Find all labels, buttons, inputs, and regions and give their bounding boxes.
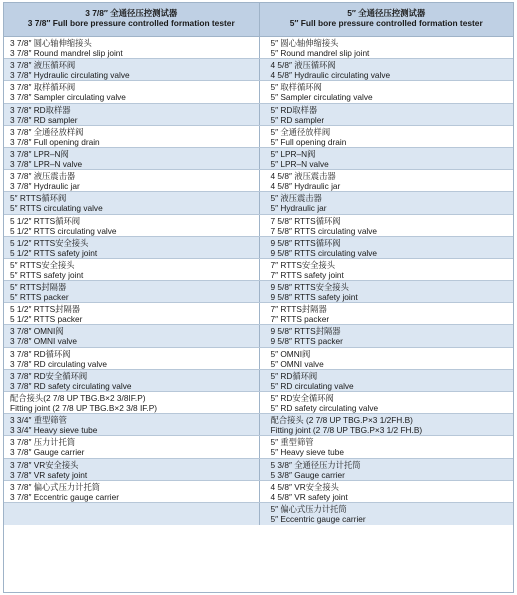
table-cell-left — [4, 392, 259, 413]
cell-en-text: 4 5/8″ Hydraulic jar — [270, 181, 341, 192]
header-left — [4, 3, 259, 36]
cell-cn-text — [10, 504, 259, 514]
table-cell-left — [4, 37, 259, 58]
cell-cn-text: 5″ LPR–N阀 — [270, 148, 316, 159]
table-row — [4, 370, 513, 392]
cell-cn-text: 3 7/8″ 圆心轴伸缩接头 — [10, 38, 92, 48]
cell-en-text: 5″ RTTS circulating valve — [10, 203, 103, 214]
table-cell-left — [4, 126, 259, 147]
table-cell-right — [259, 325, 514, 346]
cell-en-text: 4 5/8″ VR safety joint — [270, 491, 348, 502]
cell-en-text: 9 5/8″ RTTS packer — [270, 336, 343, 347]
table-row — [4, 303, 513, 325]
table-cell-left — [4, 192, 259, 213]
cell-cn-text: 4 5/8″ 液压震击器 — [270, 171, 336, 182]
cell-cn-text: 3 3/4″ 重型筛管 — [10, 415, 67, 426]
table-row — [4, 215, 513, 237]
cell-cn-text: 9 5/8″ RTTS封隔器 — [270, 326, 341, 337]
table-row — [4, 436, 513, 458]
cell-cn-text: 5″ 全通径放样阀 — [270, 126, 331, 137]
cell-en-text: 3 7/8″ Eccentric gauge carrier — [10, 491, 120, 502]
table-cell-left — [4, 459, 259, 480]
table-row — [4, 481, 513, 503]
cell-cn-text: 5″ 圆心轴伸缩接头 — [270, 38, 339, 48]
table-cell-left — [4, 303, 259, 324]
table-cell-left — [4, 59, 259, 80]
cell-en-text: Fitting joint (2 7/8 UP TBG.B×2 3/8 IF.P) — [10, 403, 158, 413]
table-cell-left — [4, 148, 259, 169]
cell-en-text: 5″ Heavy sieve tube — [270, 447, 345, 458]
cell-cn-text: 3 7/8″ 液压循环阀 — [10, 60, 76, 71]
cell-en-text: 3 7/8″ Hydraulic jar — [10, 181, 80, 192]
cell-en-text: 5 1/2″ RTTS circulating valve — [10, 225, 117, 236]
table-cell-right — [259, 303, 514, 324]
cell-cn-text: 7″ RTTS封隔器 — [270, 304, 327, 315]
cell-en-text: Fitting joint (2 7/8 UP TBG.P×3 1/2 FH.B) — [270, 425, 423, 436]
cell-en-text: 9 5/8″ RTTS safety joint — [270, 292, 358, 303]
cell-cn-text: 3 7/8″ 液压震击器 — [10, 171, 76, 182]
cell-cn-text: 9 5/8″ RTTS循环阀 — [270, 237, 341, 248]
table-row — [4, 259, 513, 281]
cell-cn-text: 配合接头 (2 7/8 UP TBG.P×3 1/2FH.B) — [270, 415, 413, 426]
cell-en-text: 5″ RD safety circulating valve — [270, 403, 379, 413]
cell-cn-text: 3 7/8″ 取样循环阀 — [10, 82, 76, 93]
cell-en-text: 3 7/8″ Sampler circulating valve — [10, 92, 126, 103]
cell-cn-text: 3 7/8″ LPR–N阀 — [10, 148, 69, 159]
table-cell-right — [259, 37, 514, 58]
cell-cn-text: 5″ RTTS安全接头 — [10, 259, 75, 270]
table-cell-right — [259, 436, 514, 457]
header-left-en: 3 7/8″ Full bore pressure controlled formation tester — [27, 18, 235, 28]
table-cell-left — [4, 104, 259, 125]
cell-en-text: 7″ RTTS packer — [270, 314, 330, 325]
table-cell-right — [259, 215, 514, 236]
table-cell-right — [259, 59, 514, 80]
cell-cn-text: 5″ OMNI阀 — [270, 348, 311, 359]
cell-cn-text: 5″ RD取样器 — [270, 104, 318, 115]
table-row — [4, 148, 513, 170]
cell-en-text: 3 7/8″ Hydraulic circulating valve — [10, 70, 130, 81]
table-row — [4, 104, 513, 126]
table-row — [4, 126, 513, 148]
header-left-cn: 3 7/8″ 全通径压控测试器 — [85, 8, 178, 18]
cell-cn-text: 7″ RTTS安全接头 — [270, 259, 336, 270]
cell-cn-text: 9 5/8″ RTTS安全接头 — [270, 282, 349, 293]
table-cell-left — [4, 481, 259, 502]
table-cell-left — [4, 237, 259, 258]
cell-cn-text: 配合接头(2 7/8 UP TBG.B×2 3/8IF.P) — [10, 393, 146, 403]
cell-en-text: 5″ RTTS packer — [10, 292, 69, 303]
table-cell-right — [259, 81, 514, 102]
cell-en-text: 3 3/4″ Heavy sieve tube — [10, 425, 98, 436]
cell-cn-text: 3 7/8″ RD取样器 — [10, 104, 71, 115]
table-row — [4, 392, 513, 414]
cell-cn-text: 5″ 液压震击器 — [270, 193, 322, 204]
table-cell-right — [259, 148, 514, 169]
cell-en-text: 3 7/8″ Round mandrel slip joint — [10, 48, 123, 58]
cell-en-text — [10, 514, 259, 524]
table-cell-right — [259, 370, 514, 391]
cell-cn-text: 3 7/8″ 压力计托筒 — [10, 437, 76, 448]
table-row — [4, 503, 513, 525]
table-cell-right — [259, 259, 514, 280]
table-cell-left — [4, 370, 259, 391]
table-cell-right — [259, 281, 514, 302]
cell-en-text: 5″ Hydraulic jar — [270, 203, 327, 214]
cell-cn-text: 5″ 取样循环阀 — [270, 82, 322, 93]
cell-cn-text: 5″ 重型筛管 — [270, 437, 314, 448]
table-cell-right — [259, 392, 514, 413]
header-right — [259, 3, 514, 36]
cell-en-text: 3 7/8″ RD sampler — [10, 114, 78, 125]
cell-cn-text: 3 7/8″ RD安全循环阀 — [10, 370, 88, 381]
table-cell-left — [4, 281, 259, 302]
cell-cn-text: 3 7/8″ 全通径放样阀 — [10, 126, 84, 137]
table-row — [4, 459, 513, 481]
cell-cn-text: 3 7/8″ 偏心式压力计托筒 — [10, 481, 101, 492]
table-row — [4, 325, 513, 347]
cell-en-text: 7″ RTTS safety joint — [270, 269, 344, 280]
cell-en-text: 5 1/2″ RTTS packer — [10, 314, 83, 325]
cell-en-text: 3 7/8″ RD circulating valve — [10, 358, 108, 369]
cell-cn-text: 7 5/8″ RTTS循环阀 — [270, 215, 341, 226]
cell-cn-text: 3 7/8″ VR安全接头 — [10, 459, 79, 470]
table-cell-left — [4, 348, 259, 369]
header-right-en: 5″ Full bore pressure controlled formation tester — [289, 18, 483, 28]
cell-cn-text: 5 1/2″ RTTS循环阀 — [10, 215, 81, 226]
cell-en-text: 3 7/8″ RD safety circulating valve — [10, 380, 132, 391]
table-cell-right — [259, 192, 514, 213]
table-cell-left — [4, 170, 259, 191]
cell-en-text: 3 7/8″ Gauge carrier — [10, 447, 85, 458]
table-cell-left — [4, 81, 259, 102]
cell-cn-text: 5″ RTTS封隔器 — [10, 282, 67, 293]
cell-en-text: 5″ Round mandrel slip joint — [270, 48, 370, 58]
table-cell-left — [4, 325, 259, 346]
cell-en-text: 9 5/8″ RTTS circulating valve — [270, 247, 378, 258]
cell-en-text: 7 5/8″ RTTS circulating valve — [270, 225, 378, 236]
cell-cn-text: 5 3/8″ 全通径压力计托筒 — [270, 459, 361, 470]
cell-en-text: 5″ RTTS safety joint — [10, 269, 84, 280]
header-right-cn: 5″ 全通径压控测试器 — [347, 8, 426, 18]
table-row — [4, 81, 513, 103]
cell-en-text: 5″ Full opening drain — [270, 136, 347, 147]
cell-cn-text: 4 5/8″ VR安全接头 — [270, 481, 339, 492]
table-cell-right — [259, 459, 514, 480]
table-cell-right — [259, 170, 514, 191]
table-cell-left — [4, 436, 259, 457]
cell-en-text: 3 7/8″ LPR–N valve — [10, 158, 83, 169]
cell-en-text: 5″ OMNI valve — [270, 358, 324, 369]
cell-en-text: 5″ RD circulating valve — [270, 380, 354, 391]
tool-comparison-table — [3, 2, 514, 593]
table-cell-left — [4, 503, 259, 525]
cell-en-text: 3 7/8″ Full opening drain — [10, 136, 100, 147]
table-row — [4, 59, 513, 81]
table-body — [4, 37, 513, 525]
cell-cn-text: 3 7/8″ RD循环阀 — [10, 348, 71, 359]
table-row — [4, 192, 513, 214]
cell-en-text: 5 1/2″ RTTS safety joint — [10, 247, 98, 258]
cell-cn-text: 4 5/8″ 液压循环阀 — [270, 60, 336, 71]
table-row — [4, 37, 513, 59]
table-cell-right — [259, 237, 514, 258]
cell-cn-text: 5″ RTTS循环阀 — [10, 193, 67, 204]
table-row — [4, 237, 513, 259]
cell-cn-text: 5″ 偏心式压力计托筒 — [270, 503, 347, 514]
table-row — [4, 414, 513, 436]
cell-en-text: 3 7/8″ VR safety joint — [10, 469, 88, 480]
table-cell-right — [259, 503, 514, 525]
table-cell-right — [259, 126, 514, 147]
table-cell-right — [259, 104, 514, 125]
cell-cn-text: 5 1/2″ RTTS封隔器 — [10, 304, 81, 315]
table-row — [4, 348, 513, 370]
cell-en-text: 4 5/8″ Hydraulic circulating valve — [270, 70, 391, 81]
table-cell-right — [259, 348, 514, 369]
table-row — [4, 281, 513, 303]
cell-en-text: 5 3/8″ Gauge carrier — [270, 469, 345, 480]
cell-en-text: 5″ RD sampler — [270, 114, 325, 125]
cell-en-text: 3 7/8″ OMNI valve — [10, 336, 78, 347]
cell-cn-text: 5″ RD循环阀 — [270, 370, 318, 381]
table-cell-left — [4, 259, 259, 280]
table-cell-right — [259, 414, 514, 435]
cell-cn-text: 3 7/8″ OMNI阀 — [10, 326, 64, 337]
table-cell-left — [4, 215, 259, 236]
cell-cn-text: 5″ RD安全循环阀 — [270, 393, 334, 403]
table-cell-left — [4, 414, 259, 435]
cell-en-text: 5″ LPR–N valve — [270, 158, 329, 169]
cell-en-text: 5″ Sampler circulating valve — [270, 92, 373, 103]
table-cell-right — [259, 481, 514, 502]
table-header — [4, 3, 513, 37]
cell-cn-text: 5 1/2″ RTTS安全接头 — [10, 237, 89, 248]
table-row — [4, 170, 513, 192]
cell-en-text: 5″ Eccentric gauge carrier — [270, 513, 366, 524]
